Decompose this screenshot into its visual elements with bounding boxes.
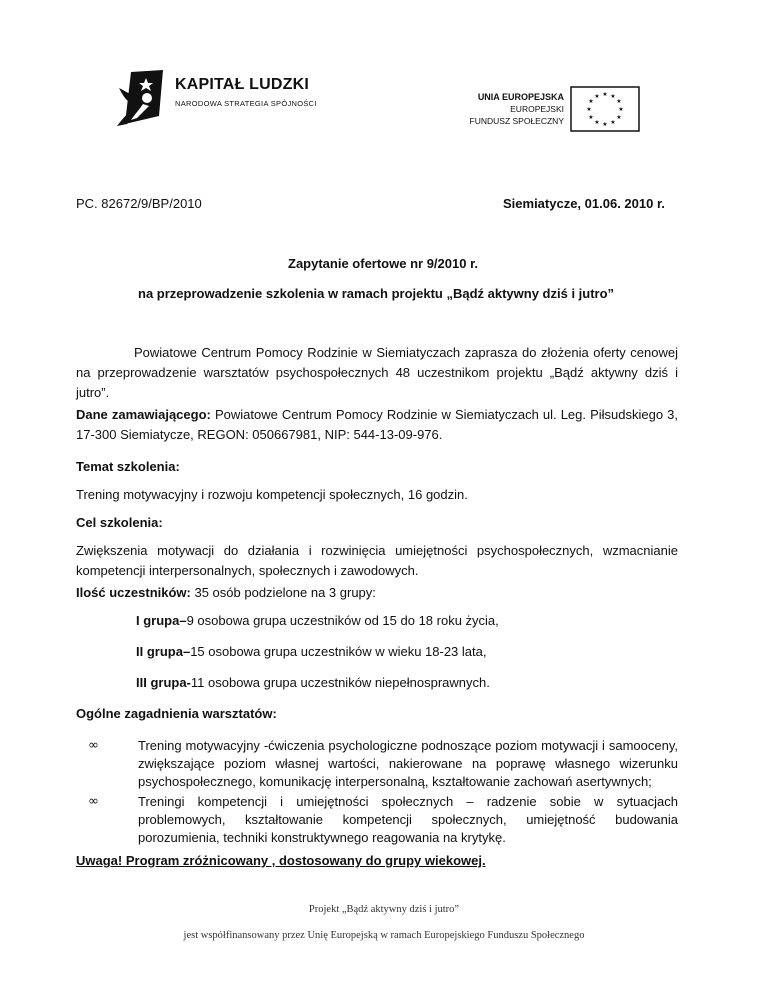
workshop-bullet-item xyxy=(88,793,678,847)
reference-number: PC. 82672/9/BP/2010 xyxy=(76,196,202,211)
participants-label: Ilość uczestników: xyxy=(76,585,191,600)
svg-text:★: ★ xyxy=(586,106,592,113)
workshop-bullet-item xyxy=(88,737,678,791)
workshop-item-text: Trening motywacyjny -ćwiczenia psychologiczne podnoszące poziom motywacji i samooceny, zwiększające poziom własnej wartości, nakierowane na poprawę własnego wizerunku psychospołecznego, komunikację interpersonalną, kształtowanie zachowań asertywnych; xyxy=(138,738,678,789)
kl-subtitle: NARODOWA STRATEGIA SPÓJNOŚCI xyxy=(175,99,317,108)
svg-text:★: ★ xyxy=(616,114,622,121)
workshops-label: Ogólne zagadnienia warsztatów: xyxy=(76,706,277,721)
svg-text:★: ★ xyxy=(594,93,600,100)
svg-text:★: ★ xyxy=(618,106,624,113)
eu-line1: UNIA EUROPEJSKA xyxy=(477,92,564,102)
eu-flag-icon xyxy=(570,86,640,132)
group-item xyxy=(136,675,490,690)
group-text: 9 osobowa grupa uczestników od 15 do 18 roku życia, xyxy=(186,613,499,628)
group-label: II grupa– xyxy=(136,644,191,659)
svg-text:★: ★ xyxy=(602,91,608,98)
goal-text: Zwiększenia motywacji do działania i rozwinięcia umiejętności psychospołecznych, wzmacnianie kompetencji interpersonalnych, społecznych i zawodowych. xyxy=(76,543,678,578)
kl-title: KAPITAŁ LUDZKI xyxy=(175,76,310,93)
group-label: III grupa- xyxy=(136,675,191,690)
svg-text:★: ★ xyxy=(588,114,594,121)
infinity-bullet-icon: ∞ xyxy=(88,794,99,809)
contracting-party xyxy=(76,405,678,445)
infinity-bullet-icon: ∞ xyxy=(88,738,99,753)
eu-logo xyxy=(458,86,640,134)
eu-text xyxy=(470,91,564,127)
group-text: 11 osobowa grupa uczestników niepełnosprawnych. xyxy=(190,675,490,690)
svg-text:★: ★ xyxy=(616,98,622,105)
svg-text:★: ★ xyxy=(610,119,616,126)
group-item xyxy=(136,613,499,628)
group-text: 15 osobowa grupa uczestników w wieku 18-23 lata, xyxy=(190,644,487,659)
kapital-ludzki-emblem-icon xyxy=(113,68,167,128)
eu-line2: EUROPEJSKI xyxy=(510,104,564,114)
topic-label: Temat szkolenia: xyxy=(76,459,180,474)
workshop-item-text: Treningi kompetencji i umiejętności społecznych – radzenie sobie w sytuacjach problemowych, kształtowanie kompetencji społecznych, umiejętność budowania porozumienia, techniki konstruktywnego reagowania na krytykę. xyxy=(138,794,678,845)
participants-line xyxy=(76,585,376,600)
svg-text:★: ★ xyxy=(588,98,594,105)
contracting-label: Dane zamawiającego: xyxy=(76,407,211,422)
document-title: Zapytanie ofertowe nr 9/2010 r. xyxy=(288,256,479,271)
program-note: Uwaga! Program zróżnicowany , dostosowany do grupy wiekowej. xyxy=(76,853,486,868)
topic-text: Trening motywacyjny i rozwoju kompetencji społecznych, 16 godzin. xyxy=(76,487,468,502)
place-date: Siemiatycze, 01.06. 2010 r. xyxy=(503,196,665,211)
document-subtitle: na przeprowadzenie szkolenia w ramach projektu „Bądź aktywny dziś i jutro” xyxy=(138,286,615,301)
intro-paragraph: Powiatowe Centrum Pomocy Rodzinie w Siemiatyczach zaprasza do złożenia oferty cenowej na przeprowadzenie warsztatów psychospołecznych 48 uczestnikom projektu „Bądź aktywny dziś i jutro”. xyxy=(76,345,678,400)
svg-text:★: ★ xyxy=(594,119,600,126)
goal-label: Cel szkolenia: xyxy=(76,515,163,530)
eu-line3: FUNDUSZ SPOŁECZNY xyxy=(469,116,564,126)
group-label: I grupa– xyxy=(136,613,187,628)
svg-text:★: ★ xyxy=(610,93,616,100)
kapital-ludzki-logo xyxy=(113,68,317,132)
footer-line1: Projekt „Bądź aktywny dziś i jutro” xyxy=(308,904,460,915)
svg-text:★: ★ xyxy=(602,121,608,128)
participants-text: 35 osób podzielone na 3 grupy: xyxy=(190,585,376,600)
footer-line2: jest współfinansowany przez Unię Europejską w ramach Europejskiego Funduszu Społecznego xyxy=(183,930,585,941)
group-item xyxy=(136,644,486,659)
contracting-text: Powiatowe Centrum Pomocy Rodzinie w Siemiatyczach ul. Leg. Piłsudskiego 3, 17-300 Siemiatycze, REGON: 050667981, NIP: 544-13-09-976. xyxy=(76,407,678,442)
